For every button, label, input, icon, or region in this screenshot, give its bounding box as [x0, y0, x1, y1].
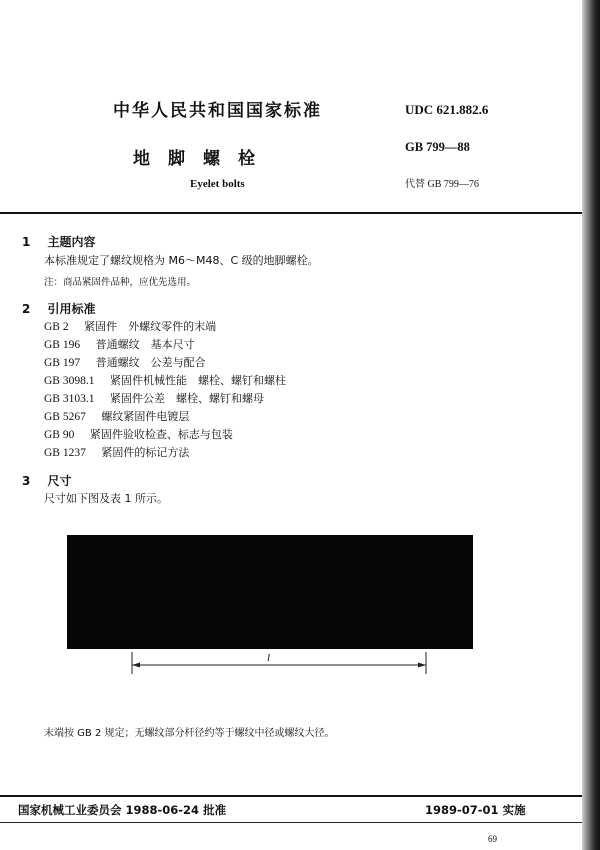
bolt-figure-image [67, 535, 473, 649]
dimension-line [120, 648, 440, 678]
section-1-note: 注：商品紧固件品种，应优先选用。 [44, 277, 197, 288]
reference-item [44, 320, 216, 334]
section-1-paragraph: 本标准规定了螺纹规格为 M6～M48、C 级的地脚螺栓。 [44, 254, 319, 267]
reference-item [44, 428, 233, 442]
document-subtitle-cn: 地脚螺栓 [133, 149, 273, 169]
reference-title: 紧固件的标记方法 [101, 446, 190, 459]
figure-caption: 末端按 GB 2 规定；无螺纹部分杆径约等于螺纹中径或螺纹大径。 [44, 728, 335, 739]
approval-info: 国家机械工业委员会 1988-06-24 批准 [18, 803, 227, 817]
reference-code: GB 1237 [44, 447, 86, 459]
section-number: 3 [22, 474, 31, 488]
gb-standard-code: GB 799—88 [405, 140, 470, 154]
reference-title: 螺纹紧固件电镀层 [101, 410, 190, 423]
page-number: 69 [488, 834, 497, 844]
document-title-en: Eyelet bolts [190, 178, 245, 190]
reference-code: GB 5267 [44, 411, 86, 423]
section-title: 尺寸 [47, 474, 72, 488]
section-1-heading [22, 231, 95, 250]
reference-title: 普通螺纹 基本尺寸 [95, 338, 195, 351]
effective-date: 1989-07-01 实施 [425, 803, 526, 817]
reference-item [44, 356, 206, 370]
reference-title: 紧固件 外螺纹零件的末端 [84, 320, 217, 333]
header-divider [0, 212, 582, 214]
reference-item [44, 374, 286, 388]
reference-title: 紧固件机械性能 螺栓、螺钉和螺柱 [109, 374, 286, 387]
reference-title: 紧固件验收检查、标志与包装 [89, 428, 233, 441]
section-number: 2 [22, 302, 31, 316]
udc-code: UDC 621.882.6 [405, 102, 489, 117]
footer-divider-top [0, 795, 582, 797]
document-title-cn: 中华人民共和国国家标准 [113, 101, 322, 121]
section-title: 引用标准 [47, 302, 96, 316]
reference-title: 紧固件公差 螺栓、螺钉和螺母 [109, 392, 264, 405]
reference-code: GB 2 [44, 321, 69, 333]
dimension-label: l [267, 652, 271, 664]
footer-divider-bottom [0, 822, 582, 823]
replaces-standard: 代替 GB 799—76 [405, 179, 479, 190]
section-3-heading [22, 470, 71, 489]
section-3-paragraph: 尺寸如下图及表 1 所示。 [44, 492, 168, 505]
section-title: 主题内容 [47, 235, 96, 249]
section-2-heading [22, 298, 95, 317]
reference-code: GB 3103.1 [44, 393, 95, 405]
reference-title: 普通螺纹 公差与配合 [95, 356, 206, 369]
reference-code: GB 90 [44, 429, 75, 441]
reference-code: GB 196 [44, 339, 81, 351]
reference-item [44, 338, 195, 352]
reference-code: GB 197 [44, 357, 81, 369]
reference-item [44, 410, 189, 424]
reference-item [44, 392, 264, 406]
section-number: 1 [22, 235, 31, 249]
reference-code: GB 3098.1 [44, 375, 95, 387]
reference-item [44, 446, 189, 460]
scan-edge-shadow [582, 0, 600, 850]
